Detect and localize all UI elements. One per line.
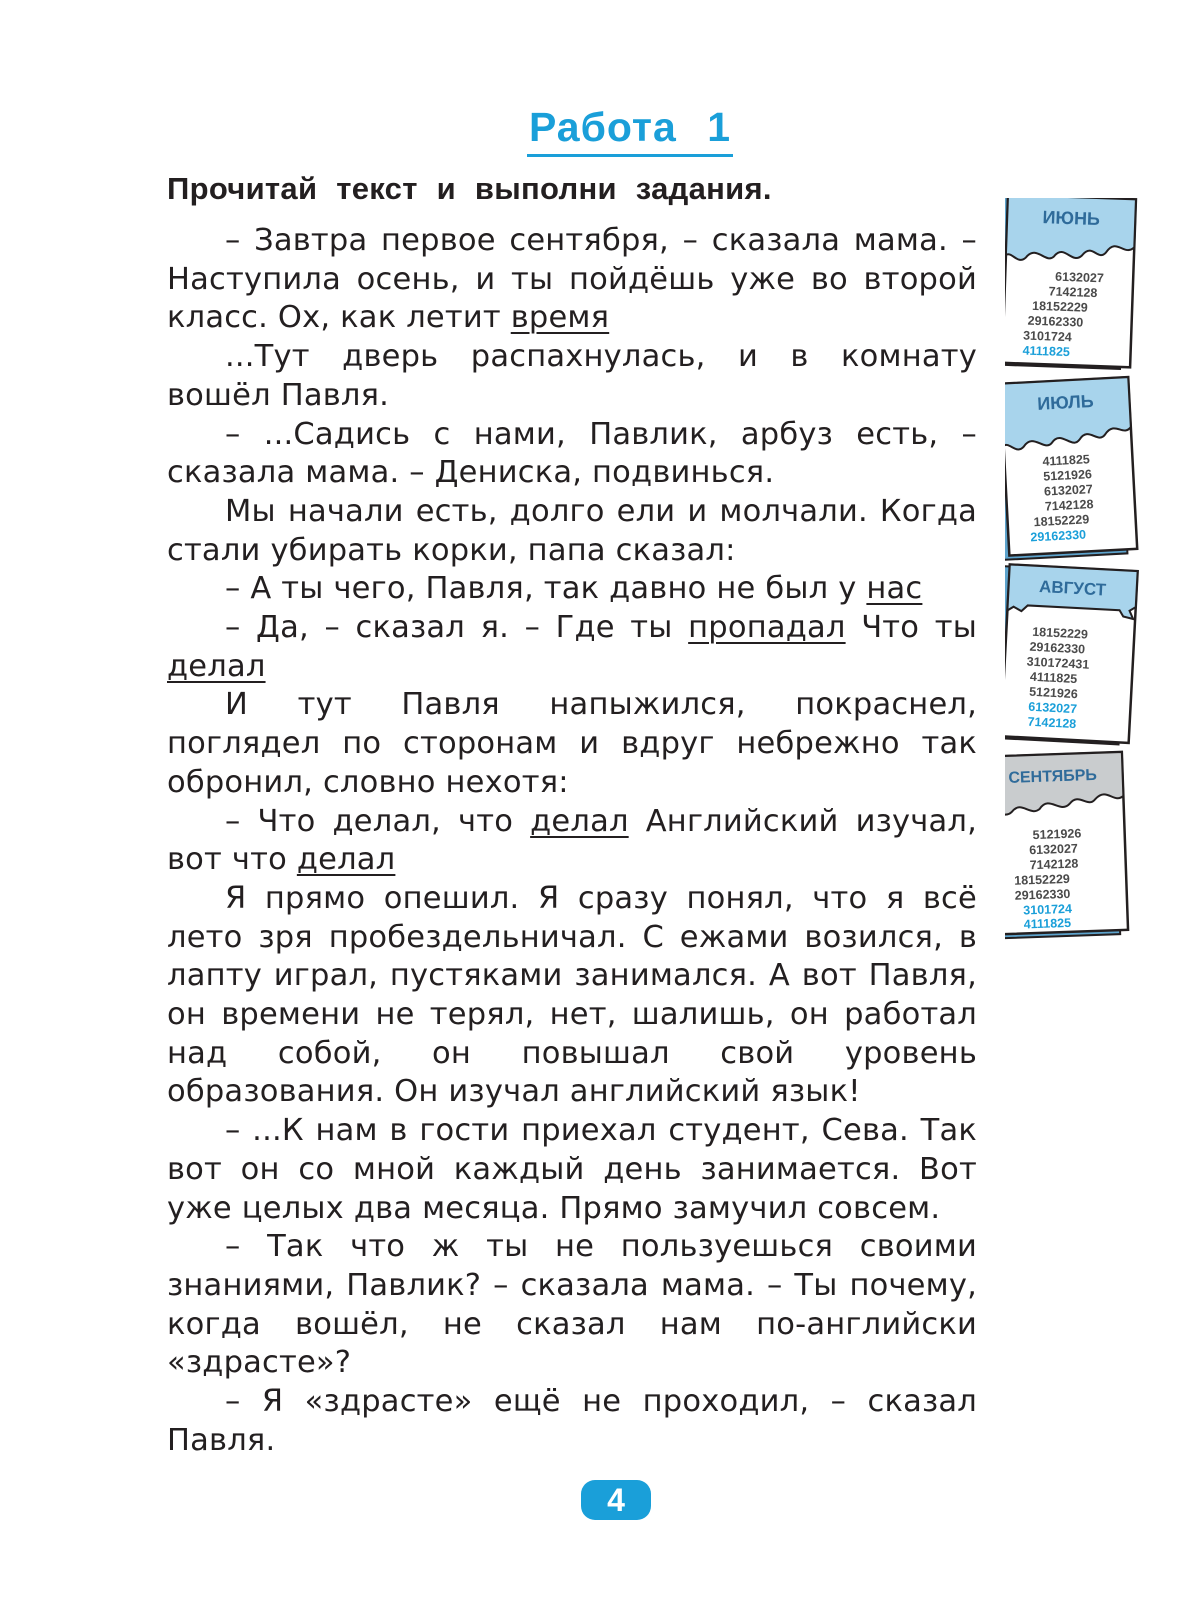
underlined-word: делал xyxy=(296,842,396,878)
calendar-row: 29162330 xyxy=(1029,639,1086,657)
calendar-row: 6132027 xyxy=(1043,482,1094,499)
underlined-word: время xyxy=(510,300,610,336)
underlined-word: пропадал xyxy=(688,610,846,646)
calendar-august xyxy=(1005,564,1138,745)
calendar-row: 5121926 xyxy=(1042,467,1093,484)
paragraph: ...Тут дверь распахнулась, и в комнату вошёл Павля. xyxy=(167,339,977,413)
calendar-row: 6132027 xyxy=(1028,699,1078,717)
paragraph: Я прямо опешил. Я сразу понял, что я всё лето зря пробездельничал. С ежами возился, в лапту играл, пустяками занимался. А вот Павля, он времени не терял, нет, шалишь, он работал над собой, он повышал свой уровень образования. Он изучал английский язык! xyxy=(167,880,977,1110)
calendar-row: 6132027 xyxy=(1028,841,1079,858)
calendar-row: 29162330 xyxy=(1014,886,1071,903)
story-text xyxy=(167,222,977,1461)
calendar-row: 7142128 xyxy=(1044,497,1094,514)
calendar-row: 7142128 xyxy=(1048,284,1098,301)
calendar-row: 4111825 xyxy=(1042,452,1091,469)
calendar-row: 29162330 xyxy=(1027,313,1084,330)
calendar-row: 18152229 xyxy=(1033,512,1090,530)
paragraph: – Так что ж ты не пользуешься своими знаниями, Павлик? – сказала мама. – Ты почему, когда вошёл, не сказал нам по-английски «здрасте»? xyxy=(167,1229,977,1381)
underlined-word: делал xyxy=(167,648,266,684)
calendar-month: ИЮНЬ xyxy=(1042,207,1101,230)
page-number: 4 xyxy=(581,1480,651,1520)
calendar-june xyxy=(1005,198,1136,369)
paragraph: Мы начали есть, долго ели и молчали. Когда стали убирать корки, папа сказал: xyxy=(167,493,977,568)
calendar-month: ИЮЛЬ xyxy=(1036,390,1095,414)
calendar-row: 3101724 xyxy=(1023,901,1073,918)
paragraph: И тут Павля напыжился, покраснел, поглядел по сторонам и вдруг небрежно так обронил, словно нехотя: xyxy=(167,687,977,800)
underlined-word: делал xyxy=(530,803,629,839)
calendar-september xyxy=(1005,752,1128,939)
calendar-row: 4111825 xyxy=(1023,915,1072,932)
calendar-month: СЕНТЯБРЬ xyxy=(1008,766,1098,787)
paragraph: – Я «здрасте» ещё не проходил, – сказал Павля. xyxy=(167,1384,977,1458)
calendar-row: 4111825 xyxy=(1022,343,1071,360)
calendar-row: 7142128 xyxy=(1029,856,1079,873)
page-title xyxy=(0,104,1200,151)
paragraph: – Завтра первое сентября, – сказала мама. – Наступила осень, и ты пойдёшь уже во второй класс. Ох, как летит время xyxy=(167,223,977,336)
calendar-month: АВГУСТ xyxy=(1038,577,1107,600)
paragraph: – ...К нам в гости приехал студент, Сева. Так вот он со мной каждый день занимается. Вот уже целых два месяца. Прямо замучил совсем. xyxy=(167,1113,977,1226)
calendar-row: 6132027 xyxy=(1054,269,1105,286)
calendar-row: 29162330 xyxy=(1030,527,1087,545)
calendar-row: 3101724 xyxy=(1022,328,1073,345)
paragraph: – Что делал, что делал Английский изучал, вот что делал xyxy=(167,803,977,878)
calendar-row: 5121926 xyxy=(1028,684,1079,702)
calendar-row: 4111825 xyxy=(1029,669,1078,687)
page-title-text: Работа 1 xyxy=(527,104,733,157)
paragraph: – ...Садись с нами, Павлик, арбуз есть, – сказала мама. – Дениска, подвинься. xyxy=(167,416,977,491)
calendar-illustration xyxy=(1005,198,1185,958)
calendar-row: 18152229 xyxy=(1031,298,1089,315)
calendar-row: 310172431 xyxy=(1026,654,1090,672)
calendar-row: 7142128 xyxy=(1027,714,1077,732)
task-instruction: Прочитай текст и выполни задания. xyxy=(167,171,772,206)
underlined-word: нас xyxy=(866,571,923,607)
calendar-row: 5121926 xyxy=(1032,826,1082,843)
paragraph: – А ты чего, Павля, так давно не был у нас xyxy=(225,571,923,607)
calendar-row: 18152229 xyxy=(1014,871,1071,888)
calendar-row: 18152229 xyxy=(1031,624,1089,642)
paragraph: – Да, – сказал я. – Где ты пропадал Что ты делал xyxy=(167,610,977,684)
calendar-july xyxy=(1005,377,1137,560)
